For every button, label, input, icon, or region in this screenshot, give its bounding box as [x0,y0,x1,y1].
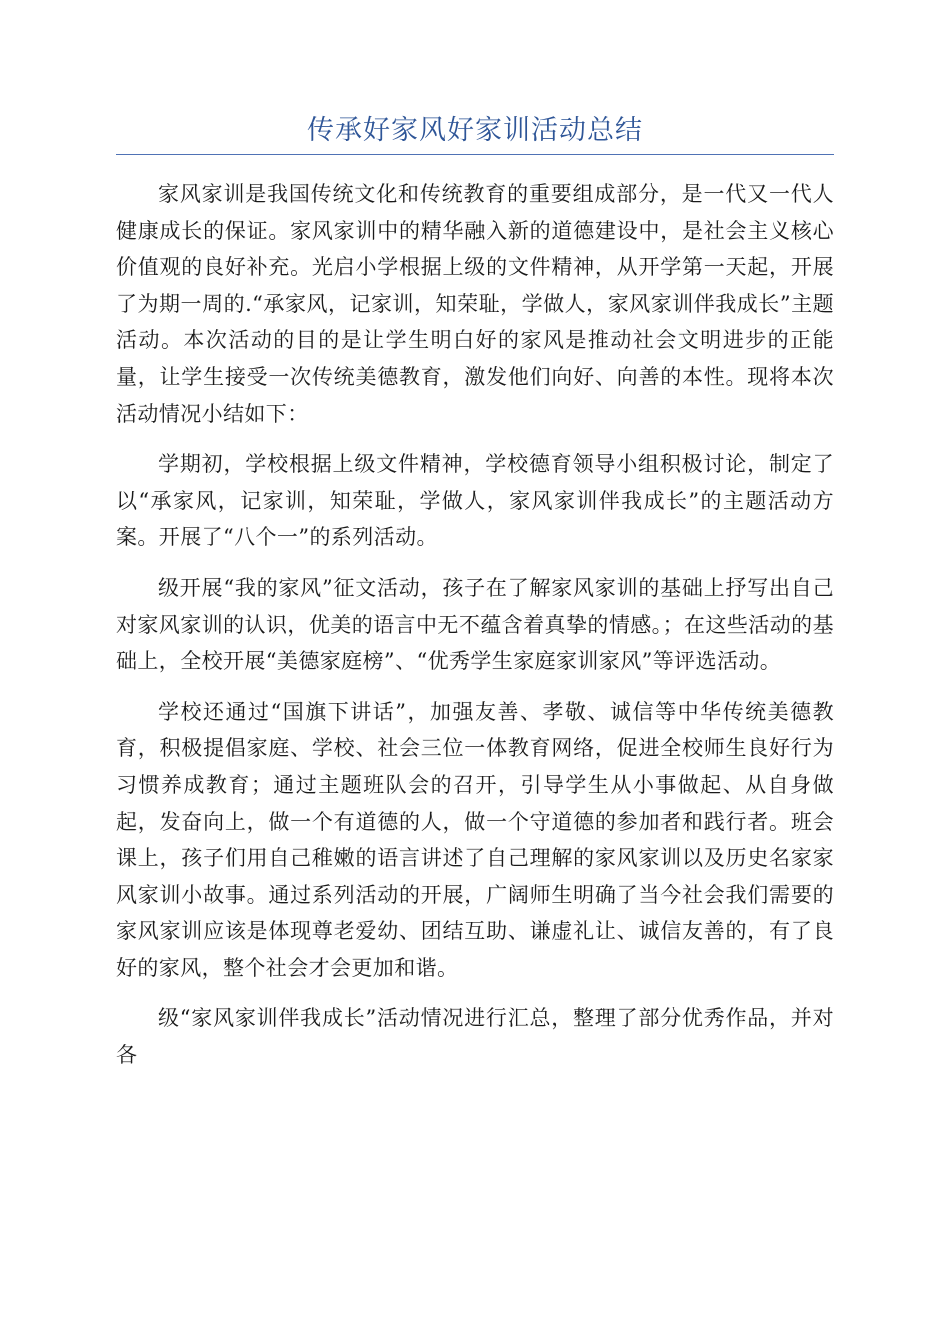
title-underline [116,154,834,155]
paragraph-3: 级开展“我的家风”征文活动，孩子在了解家风家训的基础上抒写出自己对家风家训的认识，优美的语言中无不蕴含着真挚的情感。；在这些活动的基础上，全校开展“美德家庭榜”、“优秀学生家庭家训家风”等评选活动。 [116,575,834,674]
paragraph-5: 级“家风家训伴我成长”活动情况进行汇总，整理了部分优秀作品，并对各 [116,1006,834,1068]
paragraph-1: 家风家训是我国传统文化和传统教育的重要组成部分，是一代又一代人健康成长的保证。家风家训中的精华融入新的道德建设中，是社会主义核心价值观的良好补充。光启小学根据上级的文件精神，从开学第一天起，开展了为期一周的.“承家风，记家训，知荣耻，学做人，家风家训伴我成长”主题活动。本次活动的目的是让学生明白好的家风是推动社会文明进步的正能量，让学生接受一次传统美德教育，激发他们向好、向善的本性。现将本次活动情况小结如下： [116,182,834,426]
document-title: 传承好家风好家训活动总结 [307,115,643,146]
paragraph-4: 学校还通过“国旗下讲话”，加强友善、孝敬、诚信等中华传统美德教育，积极提倡家庭、学校、社会三位一体教育网络，促进全校师生良好行为习惯养成教育；通过主题班队会的召开，引导学生从小事做起、从自身做起，发奋向上，做一个有道德的人，做一个守道德的参加者和践行者。班会课上，孩子们用自己稚嫩的语言讲述了自己理解的家风家训以及历史名家家风家训小故事。通过系列活动的开展，广阔师生明确了当今社会我们需要的家风家训应该是体现尊老爱幼、团结互助、谦虚礼让、诚信友善的，有了良好的家风，整个社会才会更加和谐。 [116,699,834,980]
paragraph-2: 学期初，学校根据上级文件精神，学校德育领导小组积极讨论，制定了以“承家风，记家训，知荣耻，学做人，家风家训伴我成长”的主题活动方案。开展了“八个一”的系列活动。 [116,452,834,550]
document-body [116,176,834,1088]
